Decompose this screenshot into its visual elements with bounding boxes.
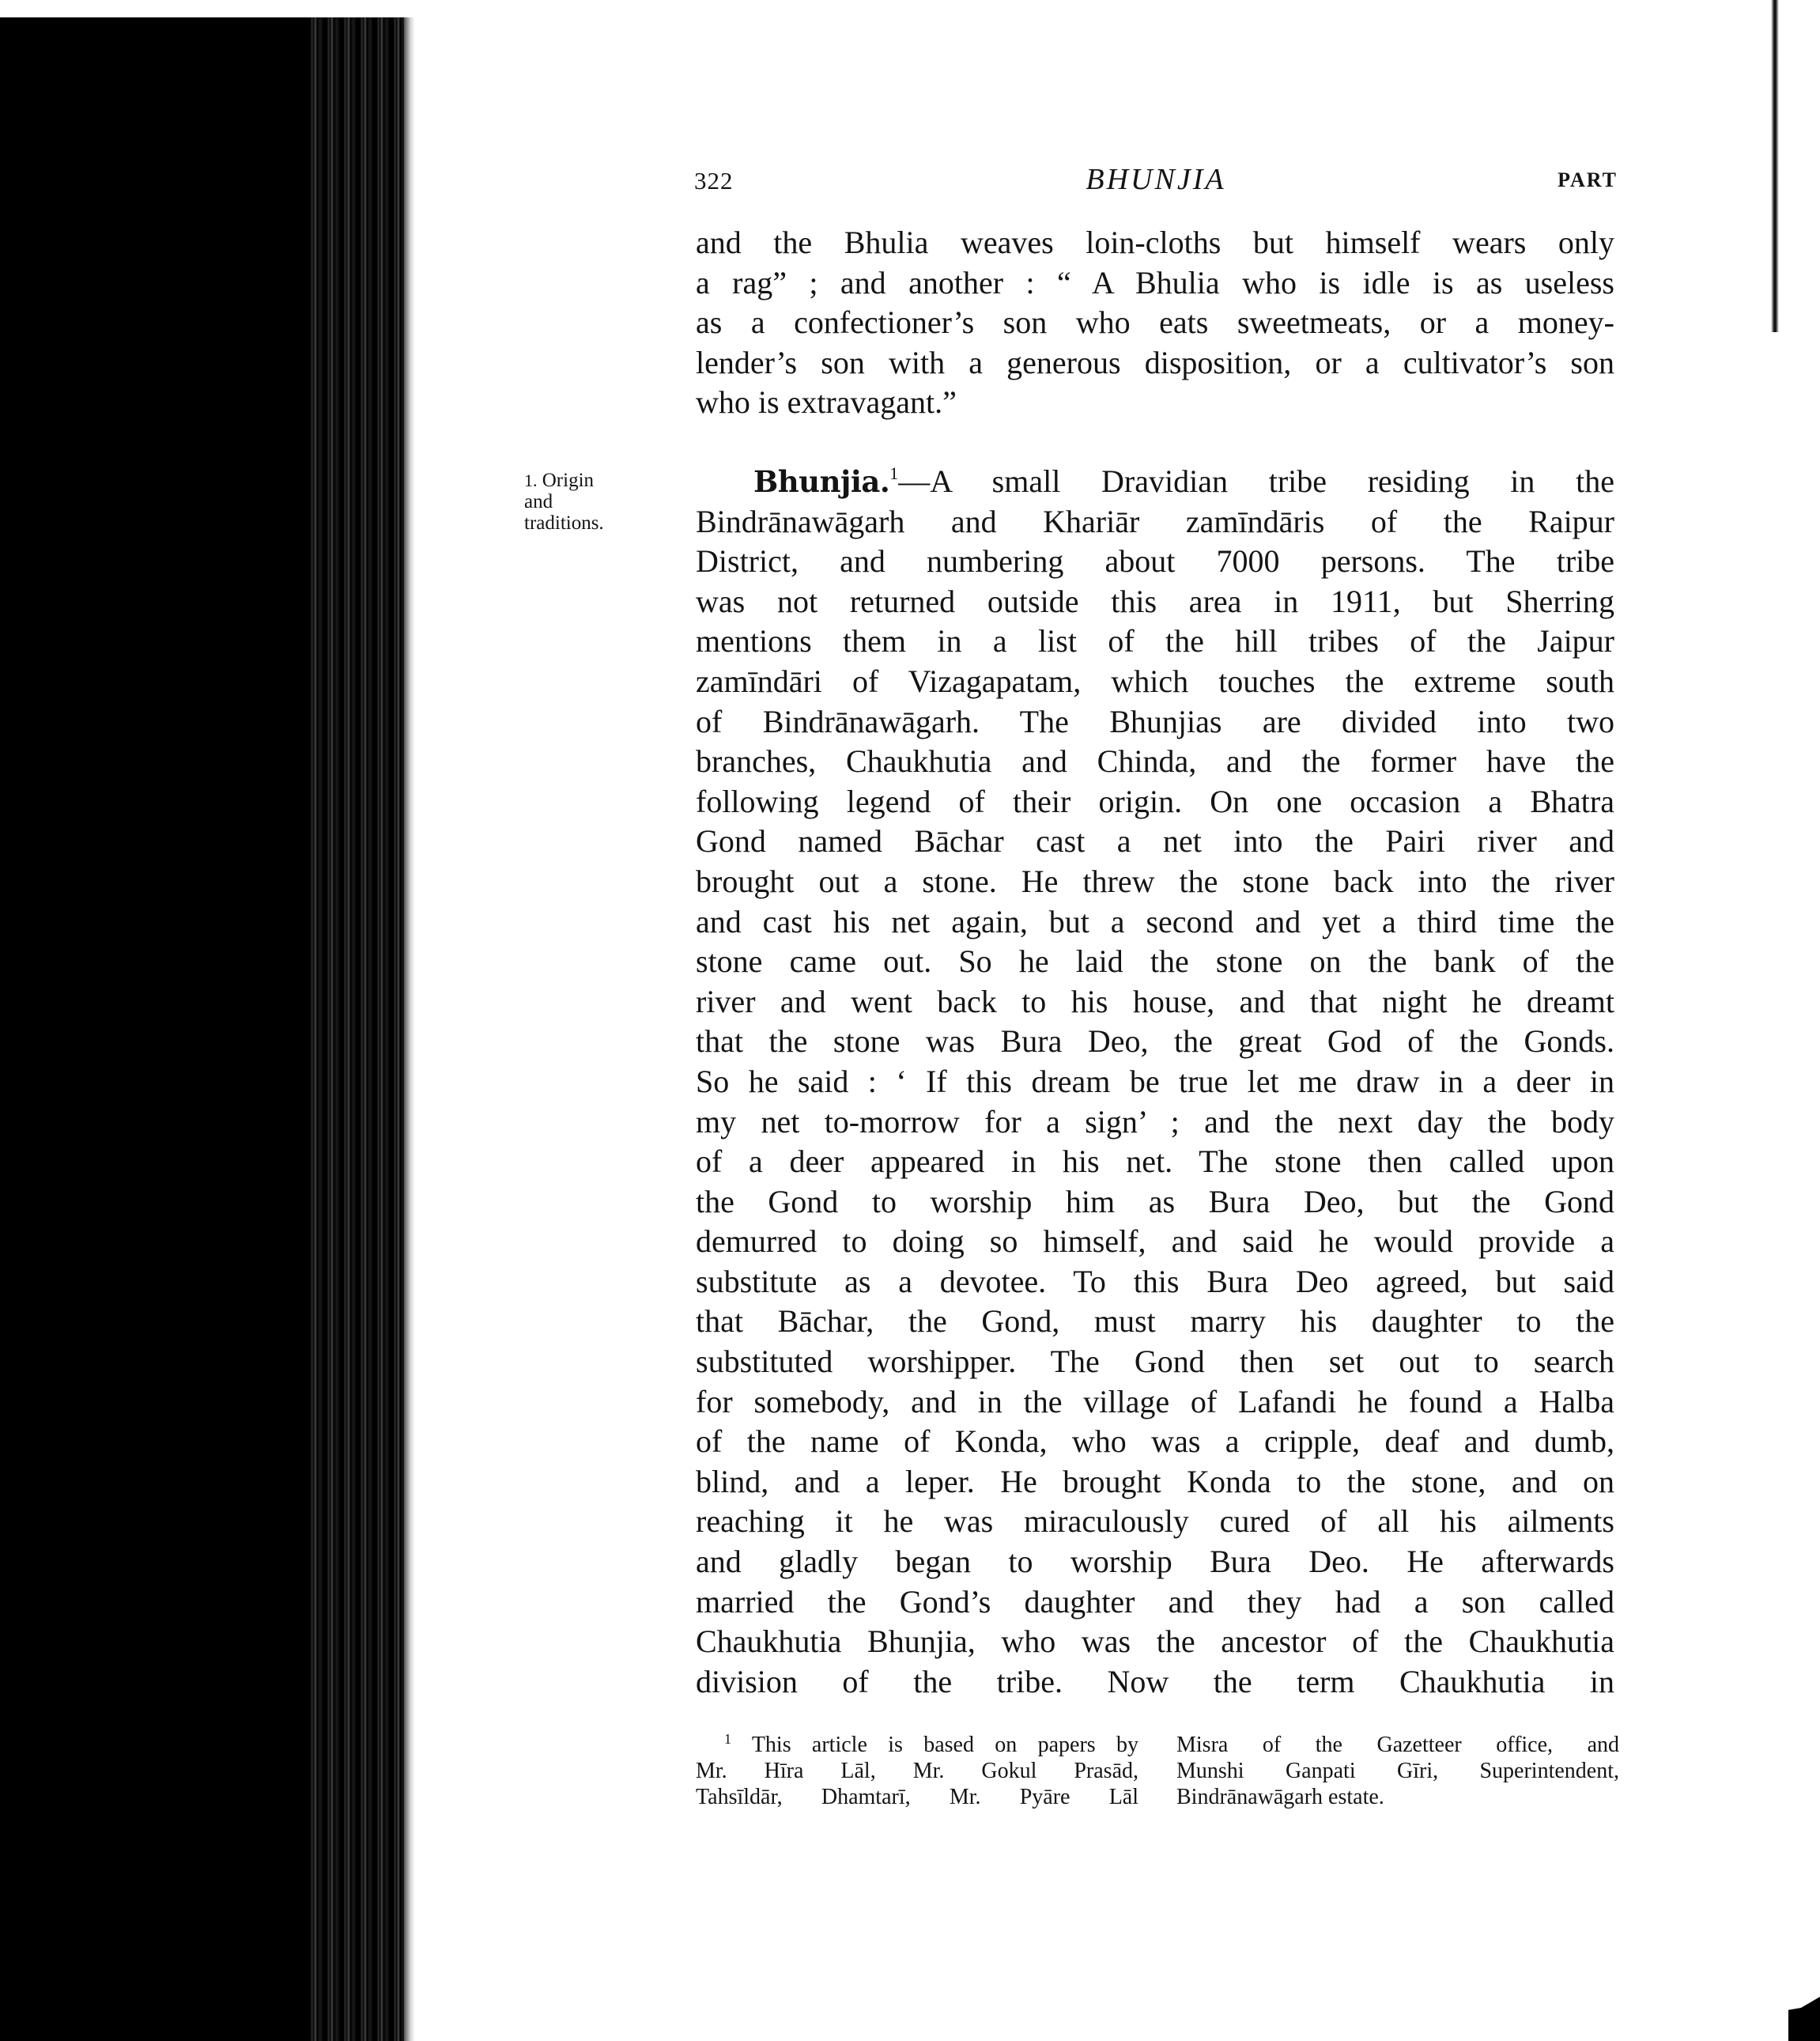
footnote-column-left bbox=[696, 1732, 1138, 1810]
footnote-reference: 1 bbox=[889, 463, 899, 483]
text-line: and the Bhulia weaves loin-cloths but himself wears only bbox=[696, 225, 1614, 260]
text-line: blind, and a leper. He brought Konda to the stone, and on bbox=[696, 1463, 1614, 1499]
text-line: who is extravagant.” bbox=[696, 384, 957, 421]
text-line: substituted worshipper. The Gond then set out to search bbox=[696, 1344, 1614, 1380]
scan-edge-artifact bbox=[1771, 0, 1779, 332]
footnote-line: Tahsīldār, Dhamtarī, Mr. Pyāre Lāl bbox=[696, 1785, 1138, 1809]
text-line: substitute as a devotee. To this Bura Deo agreed, but said bbox=[696, 1263, 1614, 1299]
text-line: for somebody, and in the village of Lafandi he found a Halba bbox=[696, 1383, 1614, 1419]
page-gutter-edge bbox=[307, 17, 415, 2041]
footnote-line: Mr. Hīra Lāl, Mr. Gokul Prasād, bbox=[696, 1759, 1138, 1783]
text-line: was not returned outside this area in 1911, but Sherring bbox=[696, 583, 1614, 619]
text-line: Bindrānawāgarh and Khariār zamīndāris of the Raipur bbox=[696, 503, 1614, 539]
part-label: PART bbox=[1558, 168, 1618, 191]
footnote-line: Munshi Ganpati Gīri, Superintendent, bbox=[1176, 1759, 1619, 1783]
text-line: of a deer appeared in his net. The stone then called upon bbox=[696, 1143, 1614, 1180]
text-line: demurred to doing so himself, and said he would provide a bbox=[696, 1223, 1614, 1260]
margin-note-text: Origin bbox=[542, 470, 595, 491]
text-line: —A small Dravidian tribe residing in the bbox=[898, 463, 1614, 499]
scan-corner-artifact bbox=[1788, 1997, 1820, 2041]
margin-note bbox=[524, 470, 666, 534]
running-header bbox=[694, 162, 1618, 202]
footnote-line: Misra of the Gazetteer office, and bbox=[1176, 1733, 1619, 1757]
text-line: of the name of Konda, who was a cripple, deaf and dumb, bbox=[696, 1423, 1614, 1460]
text-line: reaching it he was miraculously cured of all his ailments bbox=[696, 1503, 1614, 1540]
text-line: a rag” ; and another : “ A Bhulia who is idle is as useless bbox=[696, 264, 1614, 300]
text-line: following legend of their origin. On one occasion a Bhatra bbox=[696, 783, 1614, 819]
page-number: 322 bbox=[694, 167, 734, 195]
text-line: of Bindrānawāgarh. The Bhunjias are divided into two bbox=[696, 703, 1614, 739]
text-line: lender’s son with a generous disposition, or a cultivator’s son bbox=[696, 344, 1614, 380]
text-line: Gond named Bāchar cast a net into the Pairi river and bbox=[696, 823, 1614, 860]
margin-note-line: traditions. bbox=[524, 512, 604, 534]
intro-paragraph bbox=[696, 223, 1614, 423]
margin-note-line bbox=[524, 470, 666, 491]
article-paragraph bbox=[696, 462, 1614, 1702]
text-line: that the stone was Bura Deo, the great God of the Gonds. bbox=[696, 1023, 1614, 1060]
text-line: zamīndāri of Vizagapatam, which touches the extreme south bbox=[696, 663, 1614, 699]
footnote-line bbox=[696, 1732, 1138, 1758]
text-line: brought out a stone. He threw the stone back into the river bbox=[696, 863, 1614, 899]
text-line: as a confectioner’s son who eats sweetmeats, or a money- bbox=[696, 304, 1614, 341]
text-line: So he said : ‘ If this dream be true let me draw in a deer in bbox=[696, 1063, 1614, 1099]
text-line: married the Gond’s daughter and they had a son called bbox=[696, 1583, 1614, 1620]
text-line: and cast his net again, but a second and yet a third time the bbox=[696, 903, 1614, 939]
margin-note-line: and bbox=[524, 491, 553, 512]
footnotes bbox=[696, 1731, 1619, 1819]
text-line: stone came out. So he laid the stone on the bank of the bbox=[696, 943, 1614, 980]
footnote-line: Bindrānawāgarh estate. bbox=[1176, 1785, 1384, 1809]
text-line: division of the tribe. Now the term Chaukhutia in bbox=[696, 1663, 1614, 1699]
text-line: Chaukhutia Bhunjia, who was the ancestor of the Chaukhutia bbox=[696, 1623, 1614, 1660]
text-line: mentions them in a list of the hill tribes of the Jaipur bbox=[696, 623, 1614, 660]
article-headword: Bhunjia. bbox=[753, 464, 890, 499]
margin-note-number: 1. bbox=[524, 471, 538, 490]
footnote-column-right bbox=[1176, 1732, 1619, 1810]
text-line: the Gond to worship him as Bura Deo, but the Gond bbox=[696, 1183, 1614, 1219]
text-line: that Bāchar, the Gond, must marry his daughter to the bbox=[696, 1303, 1614, 1340]
text-line: District, and numbering about 7000 persons. The tribe bbox=[696, 543, 1614, 580]
text-line: and gladly began to worship Bura Deo. He afterwards bbox=[696, 1544, 1614, 1580]
footnote-text: This article is based on papers by bbox=[751, 1733, 1138, 1757]
article-first-line bbox=[696, 462, 1614, 502]
text-line: river and went back to his house, and that night he dreamt bbox=[696, 983, 1614, 1019]
footnote-mark: 1 bbox=[724, 1731, 731, 1747]
text-line: my net to-morrow for a sign’ ; and the next day the body bbox=[696, 1103, 1614, 1140]
text-line: branches, Chaukhutia and Chinda, and the former have the bbox=[696, 743, 1614, 780]
running-title: BHUNJIA bbox=[1086, 163, 1226, 196]
